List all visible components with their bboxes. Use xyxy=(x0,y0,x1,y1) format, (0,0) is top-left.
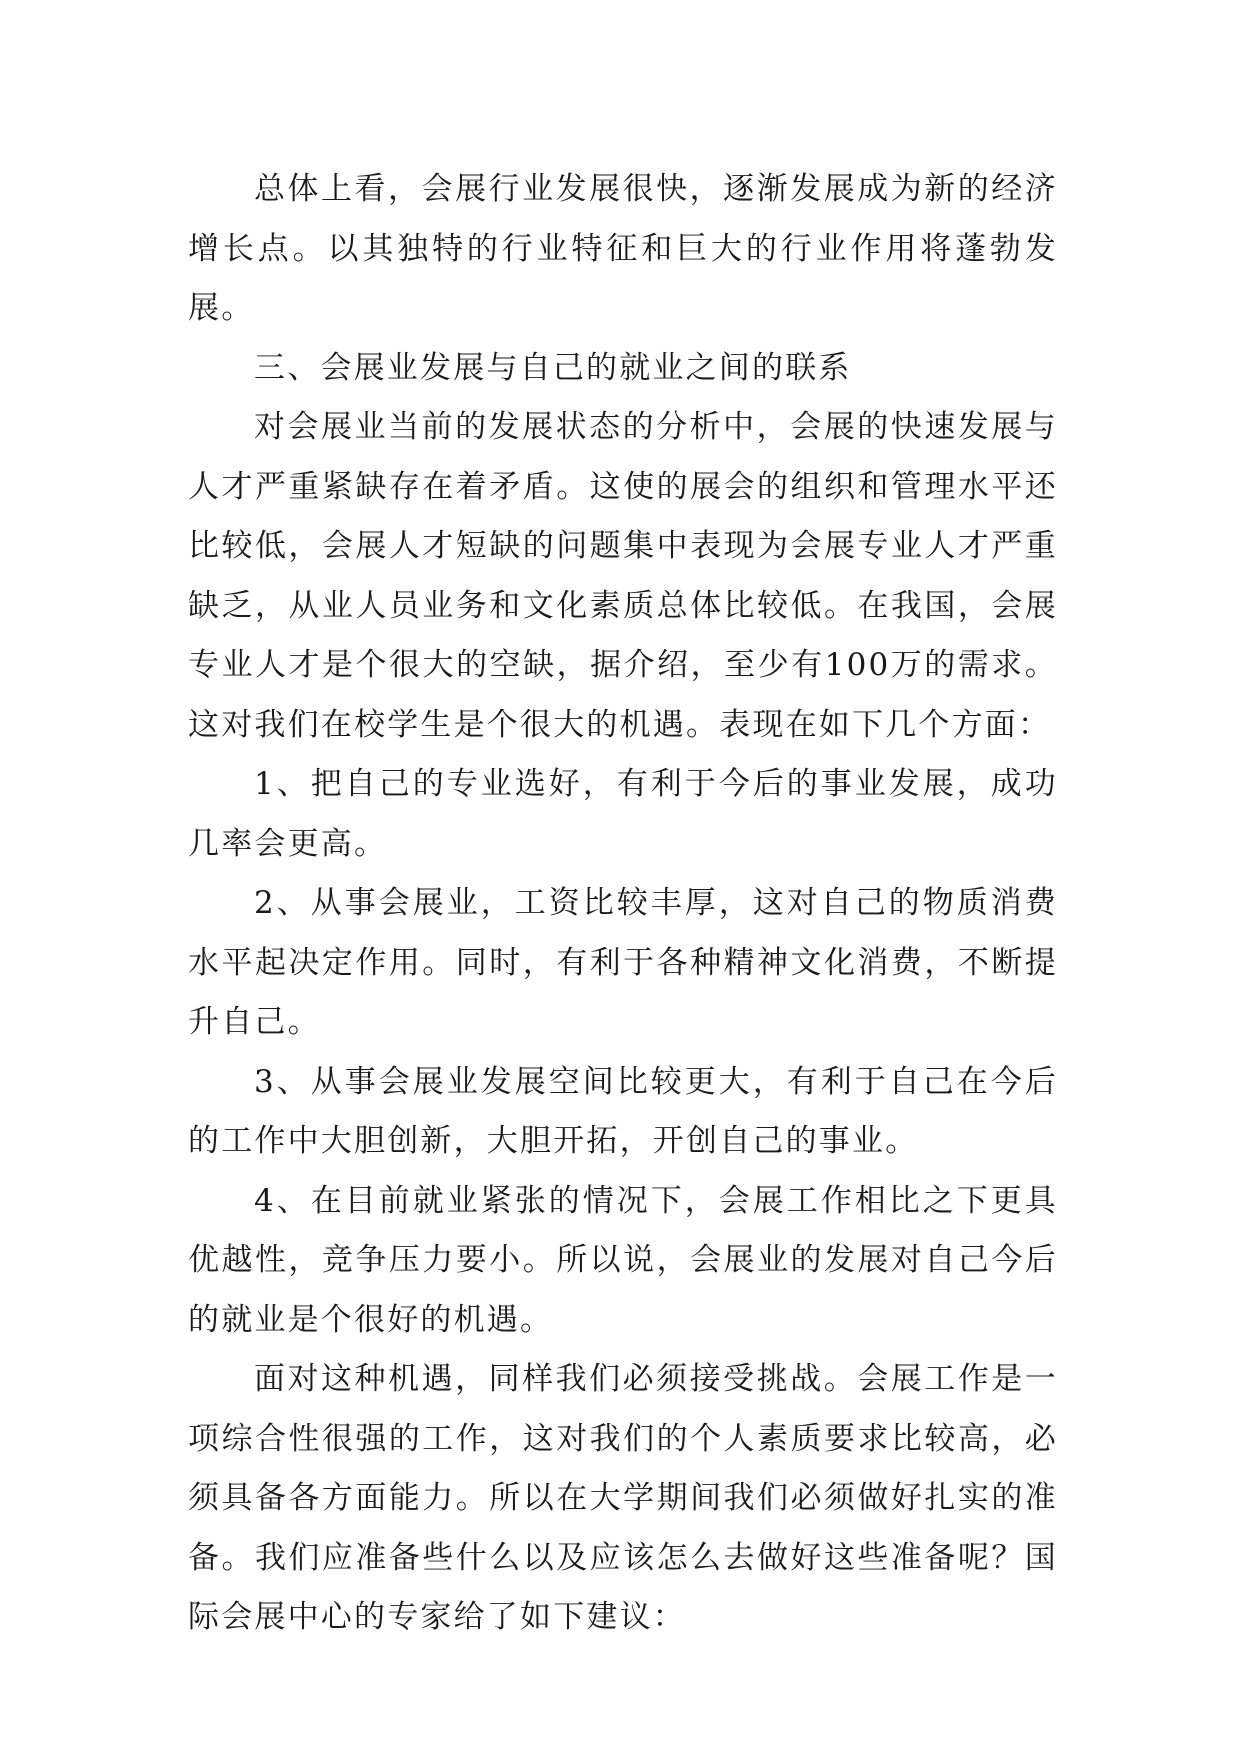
paragraph-analysis: 对会展业当前的发展状态的分析中，会展的快速发展与人才严重紧缺存在着矛盾。这使的展会的组织和管理水平还比较低，会展人才短缺的问题集中表现为会展专业人才严重缺乏，从业人员业务和文化素质总体比较低。在我国，会展专业人才是个很大的空缺，据介绍，至少有100万的需求。这对我们在校学生是个很大的机遇。表现在如下几个方面： xyxy=(188,409,1058,743)
paragraph-summary: 总体上看，会展行业发展很快，逐渐发展成为新的经济增长点。以其独特的行业特征和巨大的行业作用将蓬勃发展。 xyxy=(188,171,1058,326)
paragraph-challenge: 面对这种机遇，同样我们必须接受挑战。会展工作是一项综合性很强的工作，这对我们的个人素质要求比较高，必须具备各方面能力。所以在大学期间我们必须做好扎实的准备。我们应准备些什么以及应该怎么去做好这些准备呢？国际会展中心的专家给了如下建议： xyxy=(188,1361,1058,1635)
document-body xyxy=(188,160,1058,1648)
list-item-2: 2、从事会展业，工资比较丰厚，这对自己的物质消费水平起决定作用。同时，有利于各种精神文化消费，不断提升自己。 xyxy=(188,885,1058,1040)
list-item-1: 1、把自己的专业选好，有利于今后的事业发展，成功几率会更高。 xyxy=(188,766,1058,862)
list-item-4: 4、在目前就业紧张的情况下，会展工作相比之下更具优越性，竞争压力要小。所以说，会展业的发展对自己今后的就业是个很好的机遇。 xyxy=(188,1182,1058,1338)
section-heading-3: 三、会展业发展与自己的就业之间的联系 xyxy=(254,349,852,386)
list-item-3: 3、从事会展业发展空间比较更大，有利于自己在今后的工作中大胆创新，大胆开拓，开创自己的事业。 xyxy=(188,1063,1058,1159)
